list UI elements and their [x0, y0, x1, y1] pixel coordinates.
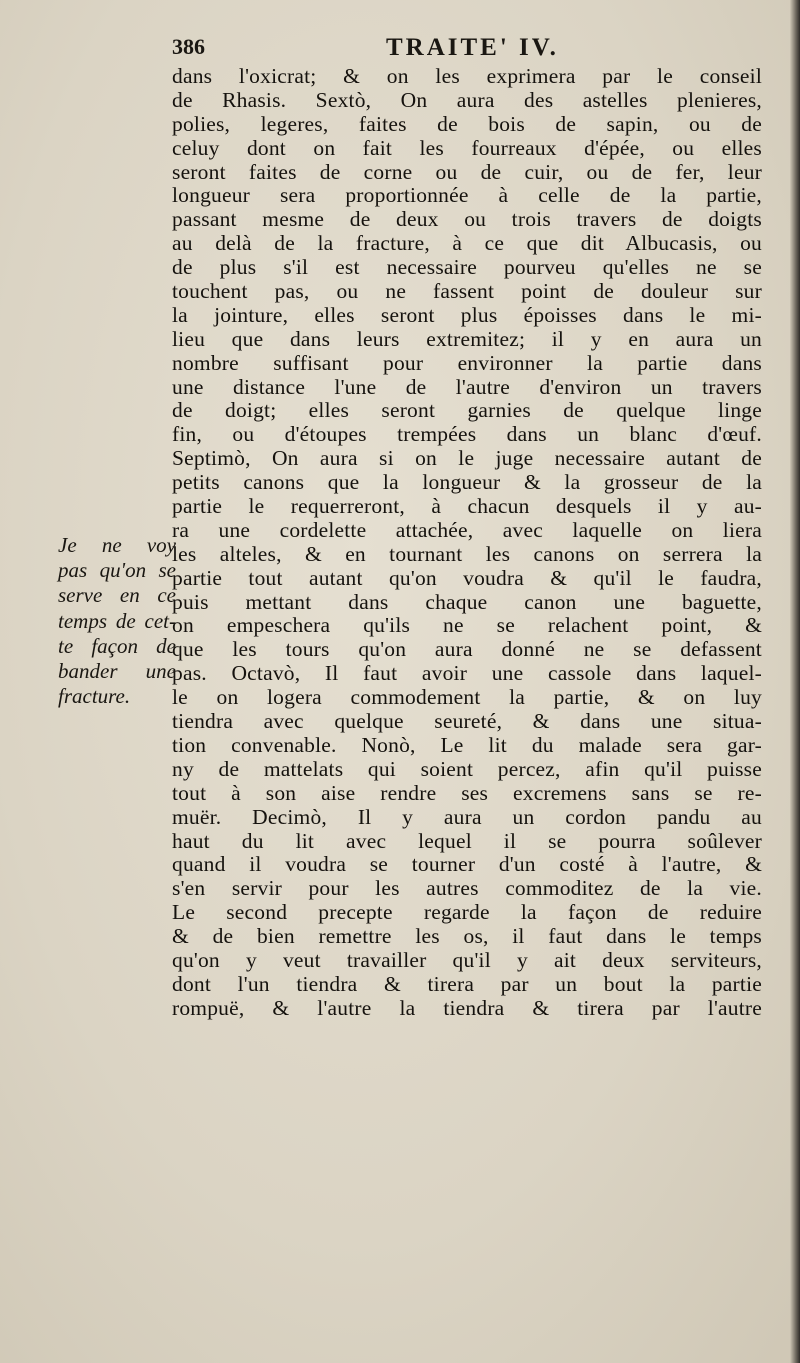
text-line: une distance l'une de l'autre d'environ un travers	[172, 375, 762, 399]
text-line: ra une cordelette attachée, avec laquelle on liera	[172, 518, 762, 542]
text-line: haut du lit avec lequel il se pourra soûlever	[172, 829, 762, 853]
margin-note-line: Je ne voy	[58, 533, 176, 557]
text-line: de doigt; elles seront garnies de quelque linge	[172, 399, 762, 423]
text-line: & de bien remettre les os, il faut dans le temps	[172, 925, 762, 949]
text-line: Septimò, On aura si on le juge necessaire autant de	[172, 447, 762, 471]
text-line: tout à son aise rendre ses excremens sans se re-	[172, 781, 762, 805]
margin-note-line: bander une	[58, 658, 176, 683]
text-line: ny de mattelats qui soient percez, afin qu'il puisse	[172, 757, 762, 781]
text-line: Le second precepte regarde la façon de reduire	[172, 901, 762, 925]
margin-note-line: fracture.	[58, 684, 131, 709]
text-line: tiendra avec quelque seureté, & dans une situa-	[172, 710, 762, 734]
text-line: muër. Decimò, Il y aura un cordon pandu au	[172, 805, 762, 829]
text-line: au delà de la fracture, à ce que dit Albucasis, ou	[172, 232, 762, 256]
page-gutter-shadow	[790, 0, 800, 1363]
text-line: partie tout autant qu'on voudra & qu'il le faudra,	[172, 566, 762, 590]
text-line: tion convenable. Nonò, Le lit du malade sera gar-	[172, 733, 762, 757]
text-line: petits canons que la longueur & la grosseur de la	[172, 471, 762, 495]
text-line: le on logera commodement la partie, & on luy	[172, 686, 762, 710]
text-line: lieu que dans leurs extremitez; il y en aura un	[172, 327, 762, 351]
text-line: puis mettant dans chaque canon une baguette,	[172, 590, 762, 614]
text-line: rompuë, & l'autre la tiendra & tirera par l'autre	[172, 996, 762, 1020]
text-line: partie le requerreront, à chacun desquels il y au-	[172, 495, 762, 519]
main-text-block	[172, 65, 762, 1021]
text-line: de plus s'il est necessaire pourveu qu'elles ne se	[172, 256, 762, 280]
margin-note-line: serve en ce	[58, 583, 176, 608]
text-line: quand il voudra se tourner d'un costé à l'autre, &	[172, 853, 762, 877]
text-line: touchent pas, ou ne fassent point de douleur sur	[172, 280, 762, 304]
text-line: celuy dont on fait les fourreaux d'épée, ou elles	[172, 136, 762, 160]
text-line: de Rhasis. Sextò, On aura des astelles plenieres,	[172, 88, 762, 112]
text-line: les alteles, & en tournant les canons on serrera la	[172, 542, 762, 566]
text-line: seront faites de corne ou de cuir, ou de fer, leur	[172, 160, 762, 184]
text-line: longueur sera proportionnée à celle de la partie,	[172, 184, 762, 208]
text-line: passant mesme de deux ou trois travers de doigts	[172, 208, 762, 232]
text-line: s'en servir pour les autres commoditez de la vie.	[172, 877, 762, 901]
page-number: 386	[172, 34, 205, 59]
margin-note-line: temps de cet-	[58, 608, 176, 633]
text-line: la jointure, elles seront plus époisses dans le mi-	[172, 303, 762, 327]
margin-note-line: te façon de	[58, 633, 176, 658]
running-header	[172, 34, 772, 66]
text-line: qu'on y veut travailler qu'il y ait deux serviteurs,	[172, 948, 762, 972]
margin-note-line: pas qu'on se	[58, 558, 176, 583]
text-line: on empeschera qu'ils ne se relachent point, &	[172, 614, 762, 638]
text-line: dont l'un tiendra & tirera par un bout la partie	[172, 972, 762, 996]
running-title: TRAITE' IV.	[386, 34, 559, 61]
marginal-note	[58, 533, 176, 709]
text-line: polies, legeres, faites de bois de sapin, ou de	[172, 112, 762, 136]
text-line: fin, ou d'étoupes trempées dans un blanc d'œuf.	[172, 423, 762, 447]
text-line: que les tours qu'on aura donné ne se defassent	[172, 638, 762, 662]
text-line: dans l'oxicrat; & on les exprimera par le conseil	[172, 65, 762, 88]
text-line: nombre suffisant pour environner la partie dans	[172, 351, 762, 375]
text-line: pas. Octavò, Il faut avoir une cassole dans laquel-	[172, 662, 762, 686]
